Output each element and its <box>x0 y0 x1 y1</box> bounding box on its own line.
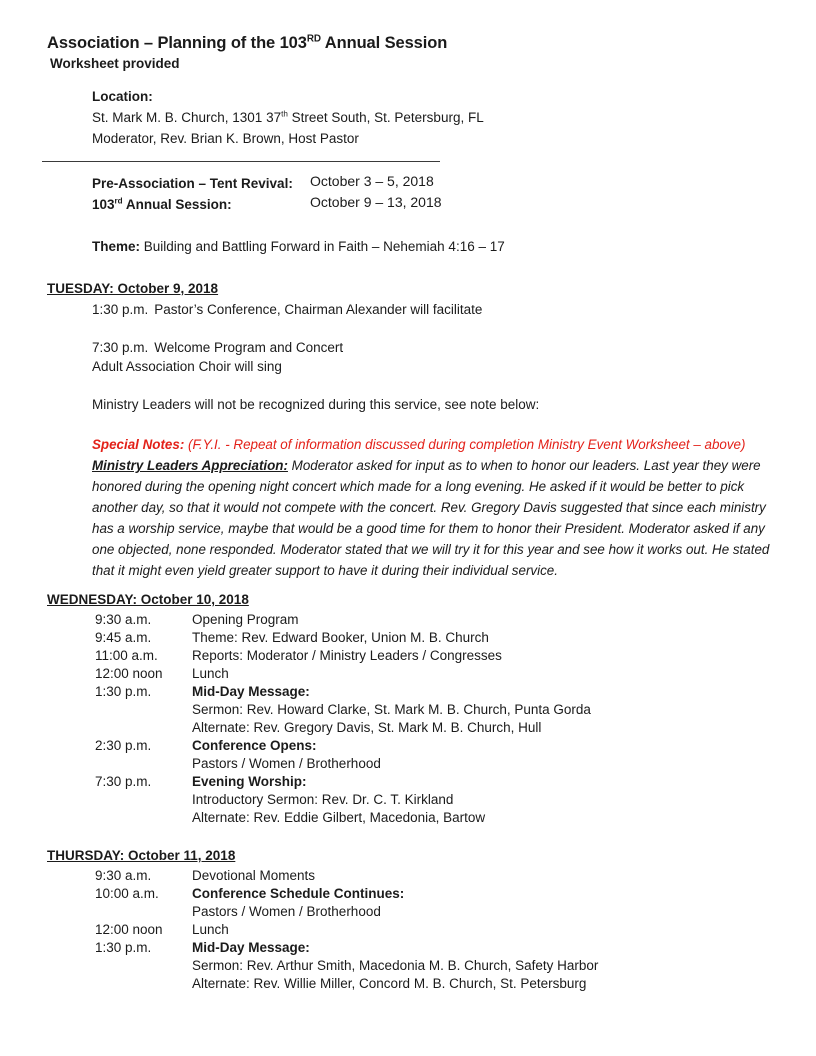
schedule-desc <box>192 611 772 629</box>
schedule-row <box>95 921 772 939</box>
schedule-line: Theme: Rev. Edward Booker, Union M. B. Church <box>192 630 489 645</box>
tuesday-row-time: 1:30 p.m. <box>92 302 149 317</box>
schedule-line: Sermon: Rev. Arthur Smith, Macedonia M. B. Church, Safety Harbor <box>192 958 599 973</box>
session-value: October 9 – 13, 2018 <box>310 194 442 210</box>
schedule-row <box>95 737 772 773</box>
special-notes-text: (F.Y.I. - Repeat of information discussed during completion Ministry Event Worksheet – above) <box>184 437 746 452</box>
tuesday-row: Adult Association Choir will sing <box>92 359 282 374</box>
schedule-time: 12:00 noon <box>95 666 163 681</box>
schedule-row <box>95 885 772 921</box>
schedule-time: 2:30 p.m. <box>95 738 152 753</box>
session-date-row <box>92 194 772 215</box>
schedule-time: 1:30 p.m. <box>95 940 152 955</box>
schedule-time: 7:30 p.m. <box>95 774 152 789</box>
thursday-heading: THURSDAY: October 11, 2018 <box>47 848 236 863</box>
schedule-row <box>95 647 772 665</box>
address-prefix: St. Mark M. B. Church, 1301 37 <box>92 110 282 125</box>
schedule-desc <box>192 665 772 683</box>
schedule-time: 9:45 a.m. <box>95 630 152 645</box>
schedule-line: Pastors / Women / Brotherhood <box>192 756 381 771</box>
location-label: Location: <box>92 89 153 104</box>
schedule-line: Pastors / Women / Brotherhood <box>192 904 381 919</box>
tuesday-row <box>92 300 772 319</box>
session-ordinal-superscript: rd <box>114 196 123 206</box>
title-prefix: Association – Planning of the 103 <box>47 34 307 52</box>
theme-text: Building and Battling Forward in Faith – Nehemiah 4:16 – 17 <box>140 239 505 254</box>
schedule-desc <box>192 647 772 665</box>
revival-label: Pre-Association – Tent Revival: <box>92 176 293 191</box>
revival-value: October 3 – 5, 2018 <box>310 173 434 189</box>
theme-line <box>92 237 772 256</box>
schedule-time: 10:00 a.m. <box>95 886 159 901</box>
address-suffix: Street South, St. Petersburg, FL <box>287 110 484 125</box>
special-notes-block <box>92 434 776 581</box>
schedule-row <box>95 773 772 827</box>
schedule-line: Conference Schedule Continues: <box>192 886 405 901</box>
schedule-line: Alternate: Rev. Gregory Davis, St. Mark M. B. Church, Hull <box>192 720 542 735</box>
schedule-row <box>95 867 772 885</box>
schedule-line: Evening Worship: <box>192 774 307 789</box>
location-block <box>92 86 772 149</box>
address-ordinal-superscript: th <box>281 109 288 119</box>
revival-date-row <box>92 173 772 194</box>
spacer <box>92 376 772 395</box>
schedule-line: Mid-Day Message: <box>192 684 310 699</box>
special-notes-label: Special Notes: <box>92 437 185 452</box>
session-label-suffix: Annual Session: <box>122 197 232 212</box>
schedule-line: Alternate: Rev. Eddie Gilbert, Macedonia, Bartow <box>192 810 486 825</box>
schedule-desc <box>192 867 772 885</box>
schedule-row <box>95 939 772 993</box>
schedule-desc <box>192 885 772 921</box>
title-ordinal-superscript: RD <box>306 33 321 45</box>
document-subtitle: Worksheet provided <box>50 56 180 71</box>
schedule-line: Alternate: Rev. Willie Miller, Concord M. B. Church, St. Petersburg <box>192 976 587 991</box>
schedule-desc <box>192 737 772 773</box>
schedule-row <box>95 629 772 647</box>
schedule-line: Opening Program <box>192 612 299 627</box>
thursday-schedule <box>95 867 772 993</box>
schedule-line: Devotional Moments <box>192 868 316 883</box>
schedule-time: 1:30 p.m. <box>95 684 152 699</box>
schedule-time: 11:00 a.m. <box>95 648 158 663</box>
schedule-line: Sermon: Rev. Howard Clarke, St. Mark M. B. Church, Punta Gorda <box>192 702 591 717</box>
tuesday-row <box>92 338 772 357</box>
spacer <box>92 319 772 338</box>
schedule-row <box>95 683 772 737</box>
schedule-line: Lunch <box>192 666 229 681</box>
location-address <box>92 107 772 128</box>
special-notes-red-line <box>92 434 776 455</box>
session-label-prefix: 103 <box>92 197 115 212</box>
tuesday-row-text: Pastor’s Conference, Chairman Alexander will facilitate <box>154 302 483 317</box>
document-title <box>47 33 772 54</box>
schedule-desc <box>192 683 772 737</box>
schedule-row <box>95 611 772 629</box>
schedule-desc <box>192 939 772 993</box>
tuesday-row-time: 7:30 p.m. <box>92 340 149 355</box>
title-suffix: Annual Session <box>320 34 448 52</box>
dates-block <box>92 173 772 215</box>
divider-line <box>42 161 440 162</box>
location-moderator: Moderator, Rev. Brian K. Brown, Host Pastor <box>92 131 359 146</box>
schedule-row <box>95 665 772 683</box>
schedule-desc <box>192 629 772 647</box>
appreciation-text: Moderator asked for input as to when to honor our leaders. Last year they were honored during the opening night concert which made for a long evening. He asked if it would be better to pick another day, so that it would not compete with the concert. Rev. Gregory Davis suggested that since each ministry has a worship service, maybe that would be a good time for them to honor their President. Moderator asked if any one objected, none responded. Moderator stated that we will try it for this year and see how it works out. He stated that it might even yield greater support to have it during their individual service. <box>92 458 770 578</box>
schedule-line: Mid-Day Message: <box>192 940 310 955</box>
schedule-time: 9:30 a.m. <box>95 868 152 883</box>
schedule-desc <box>192 773 772 827</box>
schedule-time: 12:00 noon <box>95 922 163 937</box>
appreciation-label: Ministry Leaders Appreciation: <box>92 458 288 473</box>
theme-label: Theme: <box>92 239 141 254</box>
schedule-time: 9:30 a.m. <box>95 612 152 627</box>
schedule-desc <box>192 921 772 939</box>
schedule-line: Lunch <box>192 922 229 937</box>
session-label <box>92 194 310 215</box>
wednesday-heading: WEDNESDAY: October 10, 2018 <box>47 592 249 607</box>
wednesday-schedule <box>95 611 772 827</box>
tuesday-heading: TUESDAY: October 9, 2018 <box>47 281 219 296</box>
tuesday-schedule <box>92 300 772 414</box>
tuesday-row-text: Welcome Program and Concert <box>154 340 344 355</box>
ministry-appreciation-paragraph <box>92 455 776 581</box>
schedule-line: Reports: Moderator / Ministry Leaders / Congresses <box>192 648 502 663</box>
schedule-line: Conference Opens: <box>192 738 317 753</box>
tuesday-note: Ministry Leaders will not be recognized during this service, see note below: <box>92 397 540 412</box>
schedule-line: Introductory Sermon: Rev. Dr. C. T. Kirkland <box>192 792 454 807</box>
